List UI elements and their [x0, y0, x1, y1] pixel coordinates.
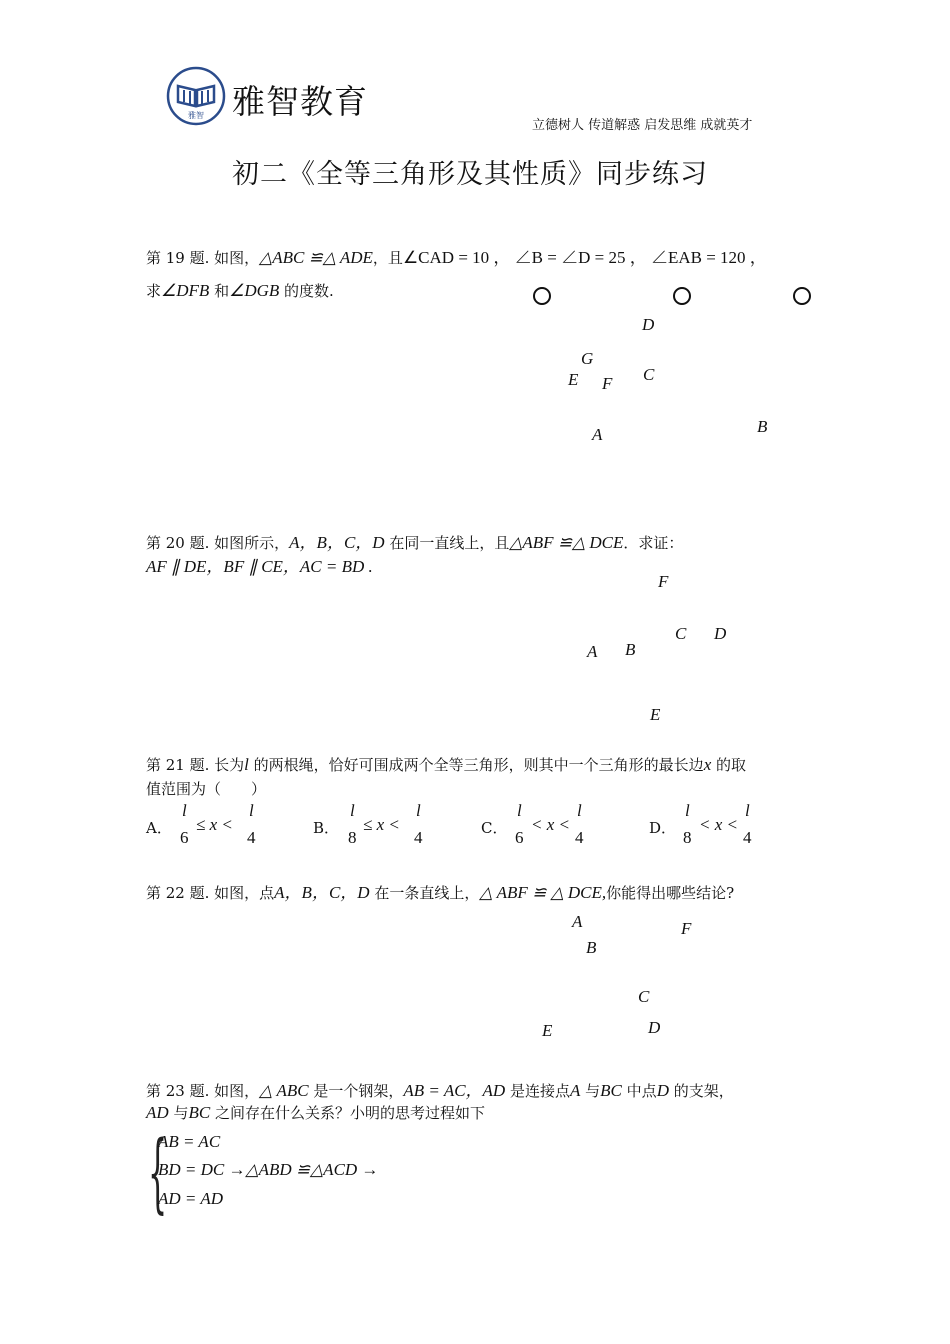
option-den: 4 [575, 828, 584, 847]
option-num: l [182, 801, 187, 820]
q22-mid: 在一条直线上， [369, 884, 480, 902]
q23-mid1: 是一个钢架， [308, 1082, 404, 1100]
q23-ad: AD [146, 1103, 169, 1122]
q20-suffix: ．求证： [623, 534, 684, 552]
q20-line1 [146, 528, 683, 553]
option-letter: B． [313, 819, 340, 837]
q20-label-a: A [587, 642, 598, 661]
q23-system-row: BD = DC →△ABD ≌△ACD → [158, 1160, 379, 1179]
q19-label-e: E [568, 370, 579, 389]
q20-label-f: F [658, 572, 669, 591]
q22-label-d: D [648, 1018, 661, 1037]
q19-label-f: F [602, 374, 613, 393]
q23-mid4: 中点 [621, 1082, 657, 1100]
option-num: l [416, 801, 421, 820]
option-den: 6 [515, 828, 524, 847]
option-letter: D． [649, 819, 677, 837]
q23-system-row: AD = AD [158, 1189, 223, 1208]
q19-prefix: 第 19 题. 如图， [146, 249, 260, 267]
q19-label-d: D [642, 315, 655, 334]
q22-label-e: E [542, 1021, 553, 1040]
q19-label-a: A [592, 425, 603, 444]
q20-label-b: B [625, 640, 636, 659]
option-num: l [685, 801, 690, 820]
brand-name: 雅智教育 [232, 82, 368, 121]
q19-ask: 求 [146, 282, 162, 300]
q19-angle-dfb: ∠DFB [161, 281, 210, 300]
option-num: l [249, 801, 254, 820]
q19-angle-dgb: ∠DGB [229, 281, 280, 300]
q19-suffix: 的度数. [279, 282, 334, 300]
book-logo-icon [166, 66, 226, 126]
q19-line1 [146, 243, 767, 268]
q22-label-a: A [572, 912, 583, 931]
option-den: 4 [743, 828, 752, 847]
q23-bc: BC [600, 1081, 622, 1100]
option-letter: C． [481, 819, 508, 837]
option-rel: < x < [699, 815, 738, 834]
option-letter: A． [146, 819, 172, 837]
logo-text: 雅智 [188, 111, 204, 120]
option-rel: < x < [531, 815, 570, 834]
q23-bc2: BC [188, 1103, 211, 1122]
q21-suffix: 的取 [711, 756, 747, 774]
q22-congruence: △ ABF ≌ △ DCE, [479, 883, 607, 902]
option-den: 4 [414, 828, 423, 847]
q22-label-b: B [586, 938, 597, 957]
circle-marker [793, 287, 811, 305]
q21-prefix: 第 21 题. 长为 [146, 756, 245, 774]
q20-label-e: E [650, 705, 661, 724]
q19-label-g: G [581, 349, 594, 368]
option-num: l [577, 801, 582, 820]
q21-mid: 的两根绳，恰好可围成两个全等三角形，则其中一个三角形的最长边 [248, 756, 704, 774]
system-brace: { [148, 1123, 168, 1223]
page-title: 初二《全等三角形及其性质》同步练习 [232, 159, 708, 190]
q20-line2 [146, 552, 373, 577]
q19-angles: ∠CAD = 10 ， ∠B = ∠D = 25 ， ∠EAB = 120 ， [402, 248, 767, 267]
q23-line2 [146, 1102, 485, 1123]
q19-congruence: △ABC ≌△ ADE [259, 248, 373, 267]
q21-l: l [244, 755, 249, 774]
circle-marker [673, 287, 691, 305]
q23-question: 之间存在什么关系？小明的思考过程如下 [210, 1104, 485, 1122]
q23-line1 [146, 1076, 734, 1101]
q19-label-c: C [643, 365, 655, 384]
q20-congruence: △ABF ≌△ DCE [509, 533, 624, 552]
q22-points: A，B，C，D [274, 883, 370, 902]
option-num: l [350, 801, 355, 820]
q23-prefix: 第 23 题. 如图， [146, 1082, 260, 1100]
q19-and: 和 [209, 282, 230, 300]
q23-system-row: AB = AC [158, 1132, 221, 1151]
option-den: 8 [683, 828, 692, 847]
option-rel: ≤ x < [363, 815, 400, 834]
q23-and: 与 [168, 1104, 189, 1122]
q23-point-d: D [656, 1081, 669, 1100]
option-rel: ≤ x < [196, 815, 233, 834]
q22-label-f: F [681, 919, 692, 938]
q23-triangle: △ ABC [259, 1081, 309, 1100]
q21-line1 [146, 754, 746, 775]
option-den: 8 [348, 828, 357, 847]
q22-prefix: 第 22 题. 如图，点 [146, 884, 275, 902]
q23-mid3: 与 [580, 1082, 601, 1100]
motto: 立德树人 传道解惑 启发思维 成就英才 [532, 118, 753, 133]
q20-label-c: C [675, 624, 687, 643]
option-den: 6 [180, 828, 189, 847]
option-den: 4 [247, 828, 256, 847]
q23-suffix: 的支架， [668, 1082, 734, 1100]
option-num: l [745, 801, 750, 820]
q19-line2 [146, 280, 334, 301]
q23-point-a: A [570, 1081, 581, 1100]
q21-line2: 值范围为（ ） [146, 780, 267, 798]
q20-label-d: D [714, 624, 727, 643]
logo [166, 66, 226, 126]
q22-suffix: 你能得出哪些结论? [606, 884, 735, 902]
option-num: l [517, 801, 522, 820]
q22-line1 [146, 878, 734, 903]
q20-mid: 在同一直线上，且 [384, 534, 510, 552]
q23-equal: AB = AC，AD [403, 1081, 506, 1100]
q20-prefix: 第 20 题. 如图所示， [146, 534, 290, 552]
circle-marker [533, 287, 551, 305]
q22-label-c: C [638, 987, 650, 1006]
q20-points: A，B，C，D [289, 533, 385, 552]
q20-prove: AF ∥ DE，BF ∥ CE，AC = BD . [146, 557, 373, 576]
q19-mid: ，且 [372, 249, 403, 267]
q19-label-b: B [757, 417, 768, 436]
q21-x: x [703, 755, 712, 774]
q23-mid2: 是连接点 [505, 1082, 570, 1100]
